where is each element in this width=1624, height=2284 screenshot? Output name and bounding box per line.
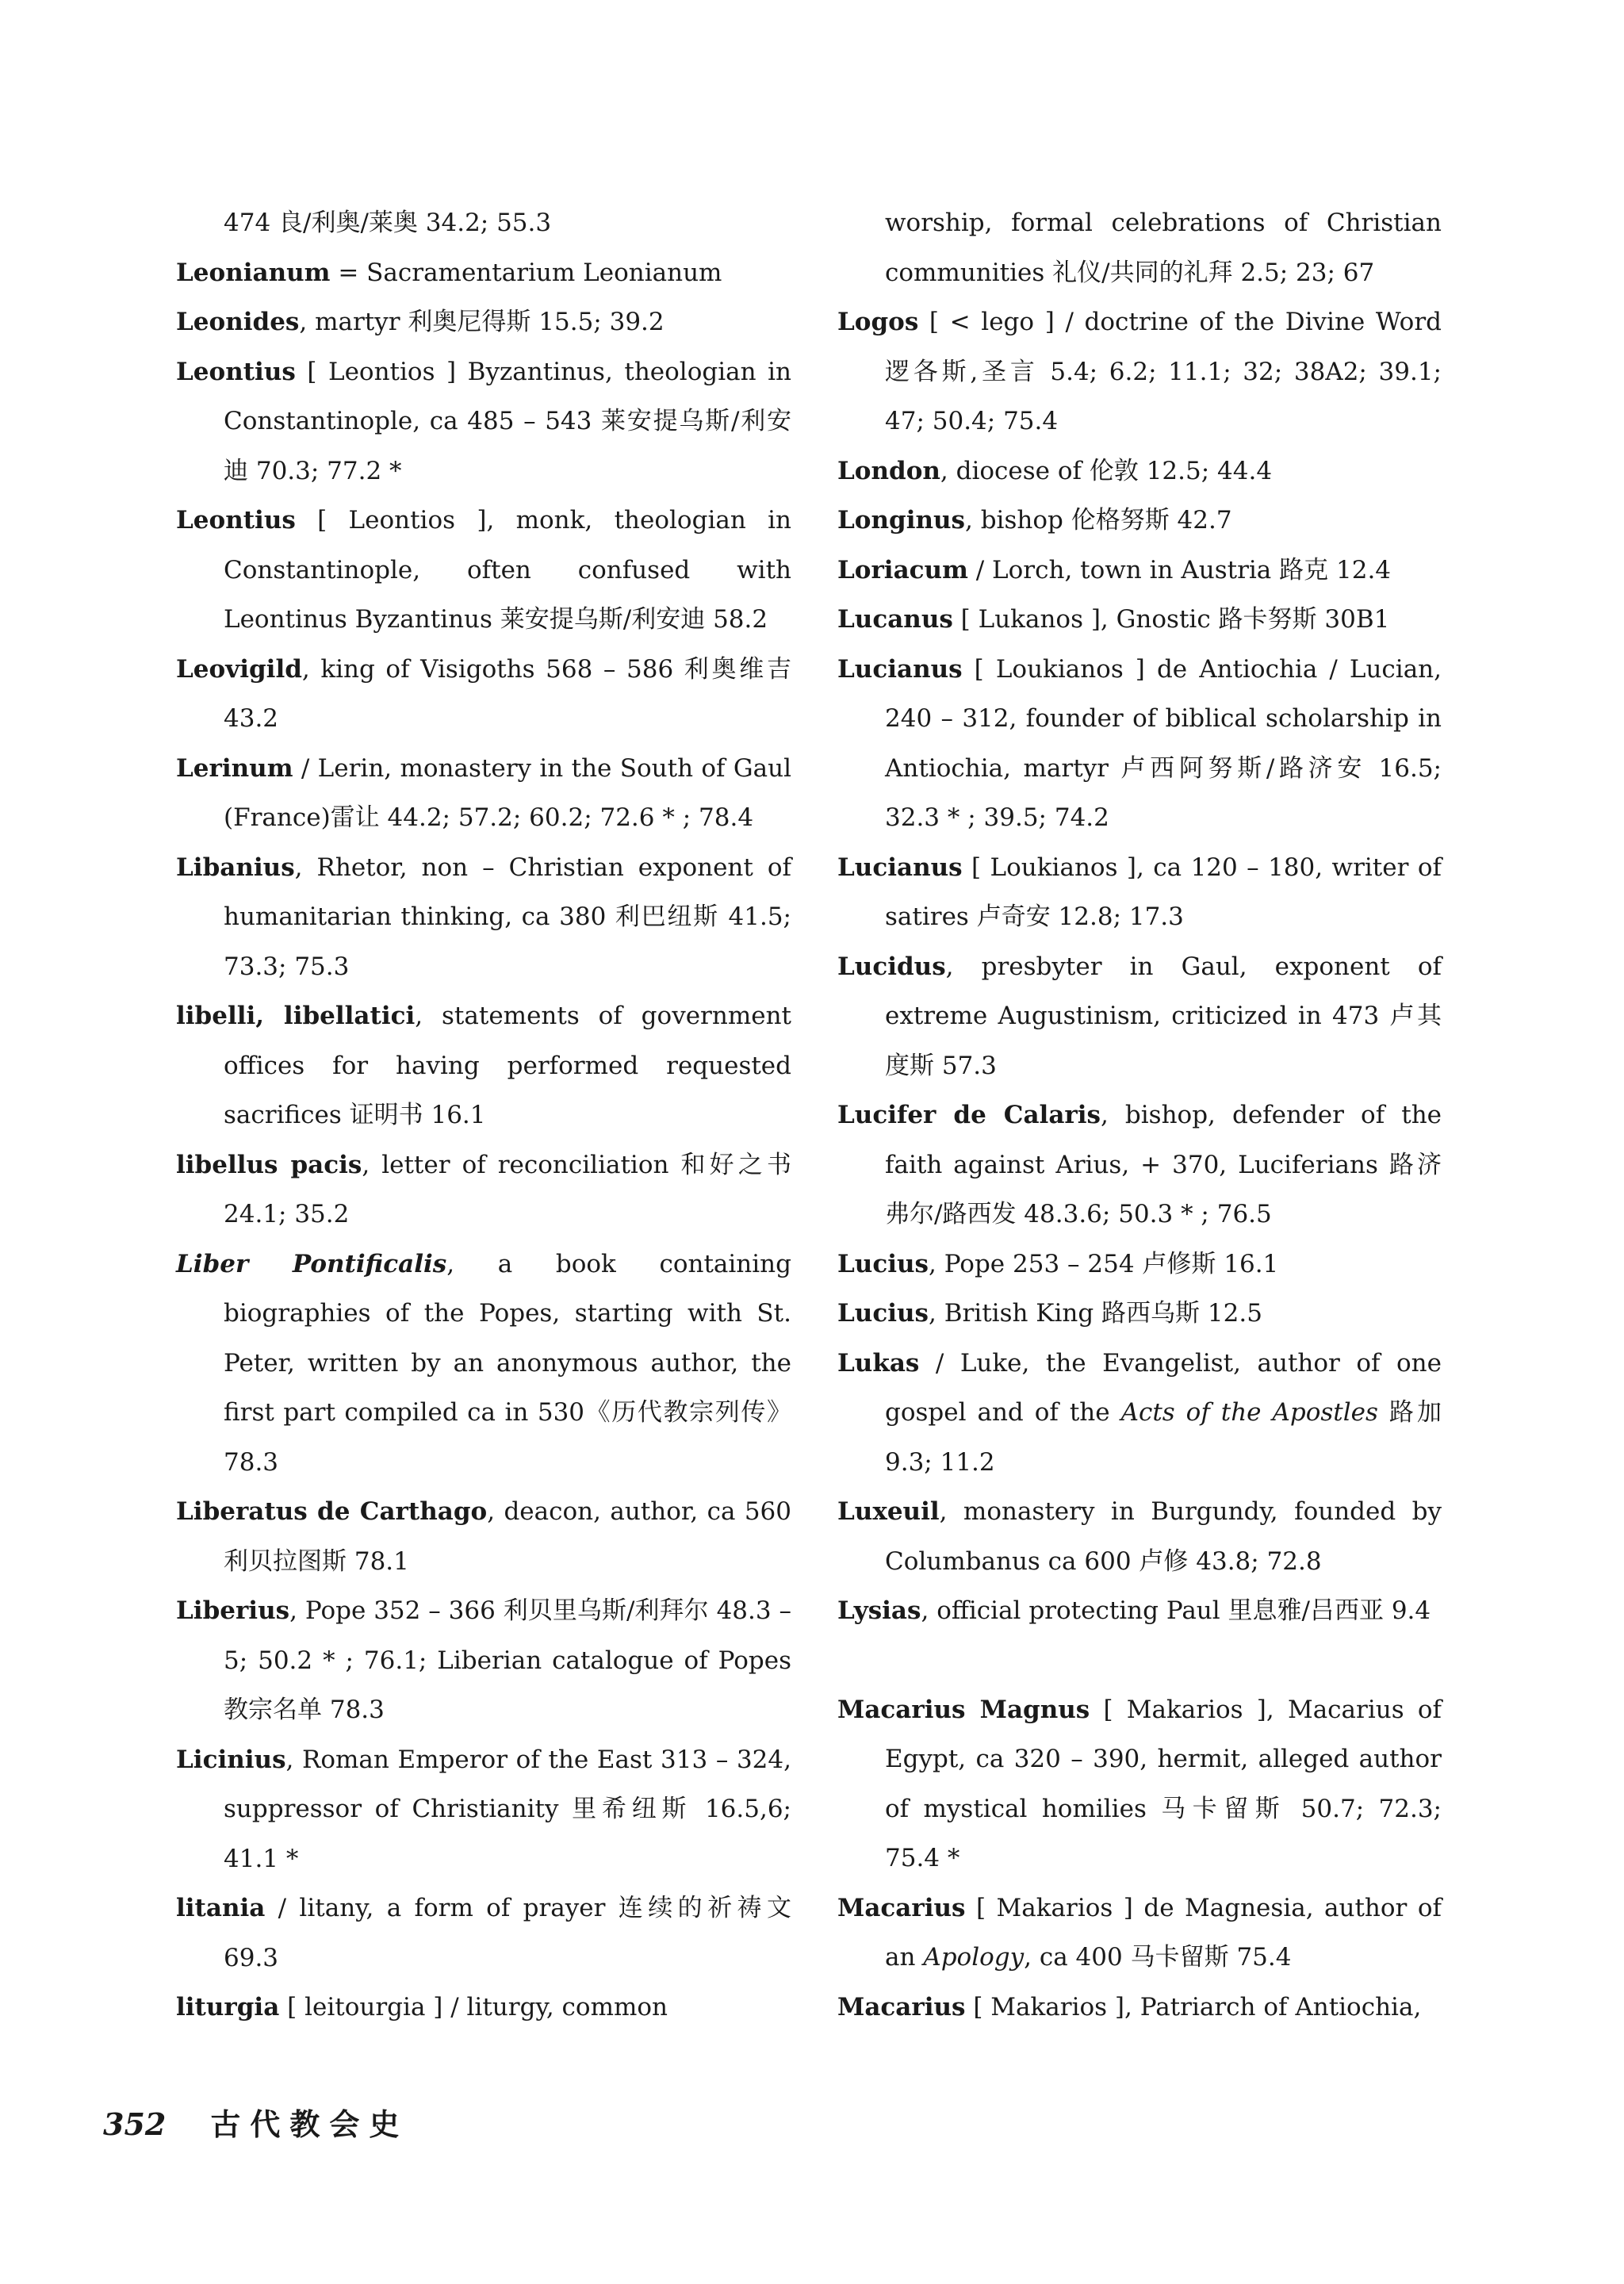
entry-headword: Lucius [837, 1299, 929, 1328]
index-entry [176, 496, 791, 645]
index-entry [176, 1884, 791, 1983]
entry-body: [ < lego ] / doctrine of the Divine Word 逻各斯,圣言 5.4; 6.2; 11.1; 32; 38A2; 39.1; 47; 50.4; 75.4 [885, 308, 1442, 435]
section-gap [837, 1636, 1442, 1685]
entry-headword: Libanius [176, 853, 295, 882]
entry-body: / Lorch, town in Austria 路克 12.4 [967, 555, 1392, 584]
entry-body: / Luke, the Evangelist, author of one gospel and of the [885, 1348, 1442, 1427]
entry-body: [ Leontios ], monk, theologian in Constantinople, often confused with Leontinus Byzantinus 莱安提乌斯/利安迪 58.2 [224, 506, 791, 634]
entry-headword: Macarius Magnus [837, 1695, 1090, 1724]
index-entry [837, 843, 1442, 942]
entry-headword: litania [176, 1894, 266, 1922]
entry-body: , presbyter in Gaul, exponent of extreme Augustinism, criticized in 473 卢其度斯 57.3 [885, 952, 1442, 1080]
index-entry [176, 1240, 791, 1488]
entry-headword: Macarius [837, 1992, 966, 2021]
entry-body: , Rhetor, non – Christian exponent of humanitarian thinking, ca 380 利巴纽斯 41.5; 73.3; 75.3 [224, 853, 791, 981]
entry-body: , Pope 253 – 254 卢修斯 16.1 [928, 1249, 1279, 1278]
entry-body: , statements of government offices for having performed requested sacrifices 证明书 16.1 [224, 1002, 791, 1129]
entry-headword: Longinus [837, 506, 965, 535]
entry-headword: Luxeuil [837, 1497, 940, 1526]
entry-body: , a book containing biographies of the Popes, starting with St. Peter, written by an anonymous author, the first part compiled ca in 530《历代教宗列传》78.3 [224, 1249, 791, 1477]
entry-body: , Roman Emperor of the East 313 – 324, suppressor of Christianity 里希纽斯 16.5,6; 41.1 * [224, 1745, 791, 1873]
entry-body: 474 良/利奥/莱奥 34.2; 55.3 [224, 209, 552, 237]
entry-headword: Lucanus [837, 605, 953, 634]
index-entry [837, 1339, 1442, 1488]
index-entry [837, 1240, 1442, 1290]
entry-headword: Macarius [837, 1893, 966, 1922]
index-entry [176, 347, 791, 496]
entry-body: [ Loukianos ] de Antiochia / Lucian, 240 – 312, founder of biblical scholarship in Antiochia, martyr 卢西阿努斯/路济安 16.5; 32.3 * ; 39.5; 74.2 [885, 654, 1442, 832]
index-entry [837, 1983, 1442, 2033]
entry-body: , British King 路西乌斯 12.5 [928, 1299, 1262, 1328]
entry-body: [ Makarios ], Macarius of Egypt, ca 320 – 390, hermit, alleged author of mystical homilies 马卡留斯 50.7; 72.3; 75.4 * [885, 1695, 1442, 1872]
entry-body: [ leitourgia ] / liturgy, common [279, 1993, 668, 2021]
page-number: 352 [103, 2106, 167, 2142]
index-entry [176, 1586, 791, 1735]
entry-headword: Logos [837, 308, 919, 336]
index-entry [837, 1685, 1442, 1884]
entry-headword: Lukas [837, 1348, 920, 1378]
index-entry [176, 744, 791, 843]
entry-headword: libellus pacis [176, 1150, 362, 1179]
index-column-left [176, 198, 791, 2033]
entry-headword: Liberatus de Carthago [176, 1497, 488, 1526]
entry-body: / Lerin, monastery in the South of Gaul (France)雷让 44.2; 57.2; 60.2; 72.6 * ; 78.4 [224, 753, 791, 832]
entry-headword: Lerinum [176, 753, 293, 783]
index-entry [176, 1140, 791, 1240]
index-entry [176, 1735, 791, 1884]
entry-body: , monastery in Burgundy, founded by Columbanus ca 600 卢修 43.8; 72.8 [885, 1497, 1442, 1576]
index-entry [837, 446, 1442, 496]
entry-headword: Leontius [176, 506, 296, 535]
index-entry [837, 297, 1442, 446]
entry-headword: Leonides [176, 308, 300, 336]
entry-headword: Liberius [176, 1596, 290, 1625]
entry-body: , Pope 352 – 366 利贝里乌斯/利拜尔 48.3 – 5; 50.2 * ; 76.1; Liberian catalogue of Popes 教宗名单 78.3 [224, 1596, 791, 1724]
entry-body: = Sacramentarium Leonianum [330, 258, 722, 287]
entry-body: , diocese of 伦敦 12.5; 44.4 [940, 456, 1273, 485]
index-entry [176, 843, 791, 992]
index-entry [837, 595, 1442, 645]
entry-headword: Leovigild [176, 654, 302, 684]
entry-headword: Loriacum [837, 555, 968, 584]
entry-headword: Lucianus [837, 654, 963, 684]
index-column-right [837, 198, 1442, 2032]
index-entry [837, 1289, 1442, 1339]
page-footer [103, 2100, 408, 2144]
entry-headword: Lucianus [837, 853, 963, 882]
index-entry [176, 248, 791, 298]
entry-body: [ Loukianos ], ca 120 – 180, writer of satires 卢奇安 12.8; 17.3 [885, 853, 1442, 931]
entry-headword: libelli, libellatici [176, 1002, 416, 1030]
entry-body: / litany, a form of prayer 连续的祈祷文 69.3 [224, 1894, 791, 1972]
index-entry [837, 645, 1442, 843]
entry-italic-title: Acts of the Apostles [1120, 1398, 1378, 1427]
entry-headword: Lucifer de Calaris [837, 1101, 1101, 1129]
entry-body: [ Makarios ], Patriarch of Antiochia, [965, 1992, 1422, 2021]
index-entry [837, 1487, 1442, 1586]
entry-headword: Lucidus [837, 952, 946, 981]
entry-body: [ Lukanos ], Gnostic 路卡努斯 30B1 [952, 605, 1390, 634]
entry-body: , martyr 利奥尼得斯 15.5; 39.2 [299, 308, 665, 336]
entry-body: [ Makarios ] de Magnesia, author of an [885, 1893, 1442, 1972]
index-entry [176, 1487, 791, 1586]
index-entry [176, 991, 791, 1140]
entry-body: , king of Visigoths 568 – 586 利奥维吉 43.2 [224, 654, 791, 733]
entry-headword: Liber Pontificalis [176, 1249, 447, 1278]
book-title: 古代教会史 [210, 2106, 409, 2142]
index-entry [176, 645, 791, 744]
entry-headword: Lysias [837, 1596, 921, 1625]
entry-headword: Licinius [176, 1745, 286, 1774]
index-entry [837, 496, 1442, 546]
entry-body: , deacon, author, ca 560 利贝拉图斯 78.1 [224, 1497, 791, 1576]
entry-body: , bishop 伦格努斯 42.7 [965, 506, 1232, 535]
entry-body-after: 路加 9.3; 11.2 [885, 1398, 1442, 1477]
entry-body: , letter of reconciliation 和好之书 24.1; 35.2 [224, 1150, 791, 1228]
entry-headword: Lucius [837, 1249, 929, 1278]
index-entry [837, 1586, 1442, 1636]
entry-italic-title: Apology [923, 1943, 1025, 1972]
entry-body: worship, formal celebrations of Christian communities 礼仪/共同的礼拜 2.5; 23; 67 [885, 209, 1442, 287]
index-entry [837, 546, 1442, 596]
index-entry [837, 1090, 1442, 1240]
entry-body-after: , ca 400 马卡留斯 75.4 [1024, 1943, 1292, 1972]
entry-headword: Leontius [176, 357, 296, 386]
entry-headword: Leonianum [176, 258, 331, 287]
entry-headword: liturgia [176, 1993, 280, 2021]
index-entry-continued [837, 198, 1442, 297]
index-entry-continued [176, 198, 791, 248]
entry-body: , bishop, defender of the faith against Arius, + 370, Luciferians 路济弗尔/路西发 48.3.6; 50.3 * ; 76.5 [885, 1101, 1442, 1228]
entry-headword: London [837, 456, 940, 485]
index-entry [837, 1884, 1442, 1983]
entry-body: [ Leontios ] Byzantinus, theologian in Constantinople, ca 485 – 543 莱安提乌斯/利安迪 70.3; 77.2 * [224, 357, 791, 485]
index-entry [176, 297, 791, 347]
index-entry [176, 1983, 791, 2033]
entry-body: , official protecting Paul 里息雅/吕西亚 9.4 [921, 1596, 1431, 1625]
index-entry [837, 942, 1442, 1091]
